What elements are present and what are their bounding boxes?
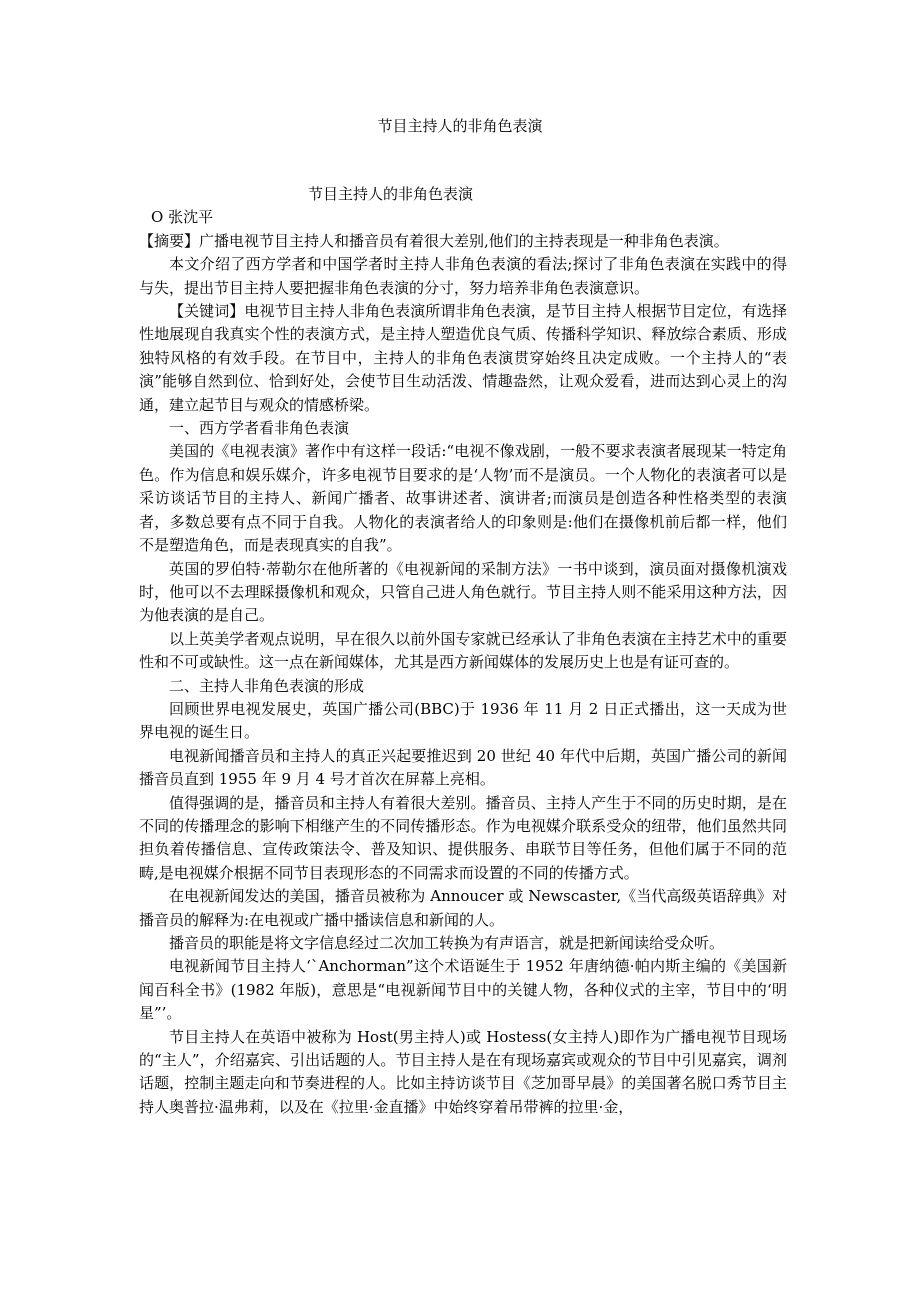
body-paragraph: 美国的《电视表演》著作中有这样一段话:“电视不像戏剧，一般不要求表演者展现某一特定角色。作为信息和娱乐媒介，许多电视节目要求的是‘人物’而不是演员。一个人物化的表演者可以是采访谈话节目的主持人、新闻广播者、故事讲述者、演讲者;而演员是创造各种性格类型的表演者，多数总要有点不同于自我。人物化的表演者给人的印象则是:他们在摄像机前后都一样，他们不是塑造角色，而是表现真实的自我”。 [139, 442, 787, 555]
section-heading: 二、主持人非角色表演的形成 [169, 676, 365, 695]
body-paragraph: 英国的罗伯特·蒂勒尔在他所著的《电视新闻的采制方法》一书中谈到，演员面对摄像机演戏时，他可以不去理睬摄像机和观众，只管自己进人角色就行。节目主持人则不能采用这种方法，因为他表演的是自己。 [139, 559, 787, 625]
body-paragraph: 电视新闻播音员和主持人的真正兴起要推迟到 20 世纪 40 年代中后期，英国广播公司的新闻播音员直到 1955 年 9 月 4 号才首次在屏幕上亮相。 [139, 746, 787, 789]
document-body [139, 183, 787, 1119]
body-paragraph: 在电视新闻发达的美国，播音员被称为 Annoucer 或 Newscaster,《当代高级英语辞典》对播音员的解释为:在电视或广播中播读信息和新闻的人。 [139, 887, 787, 929]
section-heading: 一、西方学者看非角色表演 [169, 419, 350, 438]
author-line: O 张沈平 [151, 208, 214, 227]
body-paragraph: 以上英美学者观点说明，早在很久以前外国专家就已经承认了非角色表演在主持艺术中的重要性和不可或缺性。这一点在新闻媒体，尤其是西方新闻媒体的发展历史上也是有证可查的。 [139, 629, 787, 672]
body-paragraph: 播音员的职能是将文字信息经过二次加工转换为有声语言，就是把新闻读给受众听。 [169, 934, 725, 952]
body-paragraph: 本文介绍了西方学者和中国学者时主持人非角色表演的看法;探讨了非角色表演在实践中的得与失，提出节目主持人要把握非角色表演的分寸，努力培养非角色表演意识。 [139, 255, 787, 297]
body-paragraph: 回顾世界电视发展史，英国广播公司(BBC)于 1936 年 11 月 2 日正式播出，这一天成为世界电视的诞生日。 [139, 699, 787, 742]
keywords-paragraph: 【关键词】电视节目主持人非角色表演所谓非角色表演，是节目主持人根据节目定位，有选择性地展现自我真实个性的表演方式，是主持人塑造优良气质、传播科学知识、释放综合素质、形成独特风格的有效手段。在节目中，主持人的非角色表演贯穿始终且决定成败。一个主持人的“表演”能够自然到位、恰到好处，会使节目生动活泼、情趣盎然，让观众爱看，进而达到心灵上的沟通，建立起节目与观众的情感桥梁。 [139, 302, 787, 414]
abstract-paragraph: 【摘要】广播电视节目主持人和播音员有着很大差别,他们的主持表现是一种非角色表演。 [139, 231, 729, 250]
body-paragraph: 值得强调的是，播音员和主持人有着很大差别。播音员、主持人产生于不同的历史时期，是在不同的传播理念的影响下相继产生的不同传播形态。作为电视媒介联系受众的纽带，他们虽然共同担负着传播信息、宣传政策法令、普及知识、提供服务、串联节目等任务，但他们属于不同的范畴,是电视媒介根据不同节目表现形态的不同需求而设置的不同的传播方式。 [139, 793, 787, 882]
body-paragraph: 电视新闻节目主持人‘`Anchorman”这个术语诞生于 1952 年唐纳德·帕内斯主编的《美国新闻百科全书》(1982 年版)，意思是“电视新闻节目中的关键人物，各种仪式的主宰，节目中的‘明星”’。 [139, 957, 787, 1023]
body-paragraph: 节目主持人在英语中被称为 Host(男主持人)或 Hostess(女主持人)即作为广播电视节目现场的“主人”，介绍嘉宾、引出话题的人。节目主持人是在有现场嘉宾或观众的节目中引见嘉宾，调剂话题，控制主题走向和节奏进程的人。比如主持访谈节目《芝加哥早晨》的美国著名脱口秀节目主持人奥普拉·温弗莉，以及在《拉里·金直播》中始终穿着吊带裤的拉里·金， [139, 1027, 787, 1116]
document-header-title: 节目主持人的非角色表演 [377, 117, 543, 135]
article-title: 节目主持人的非角色表演 [308, 185, 474, 203]
